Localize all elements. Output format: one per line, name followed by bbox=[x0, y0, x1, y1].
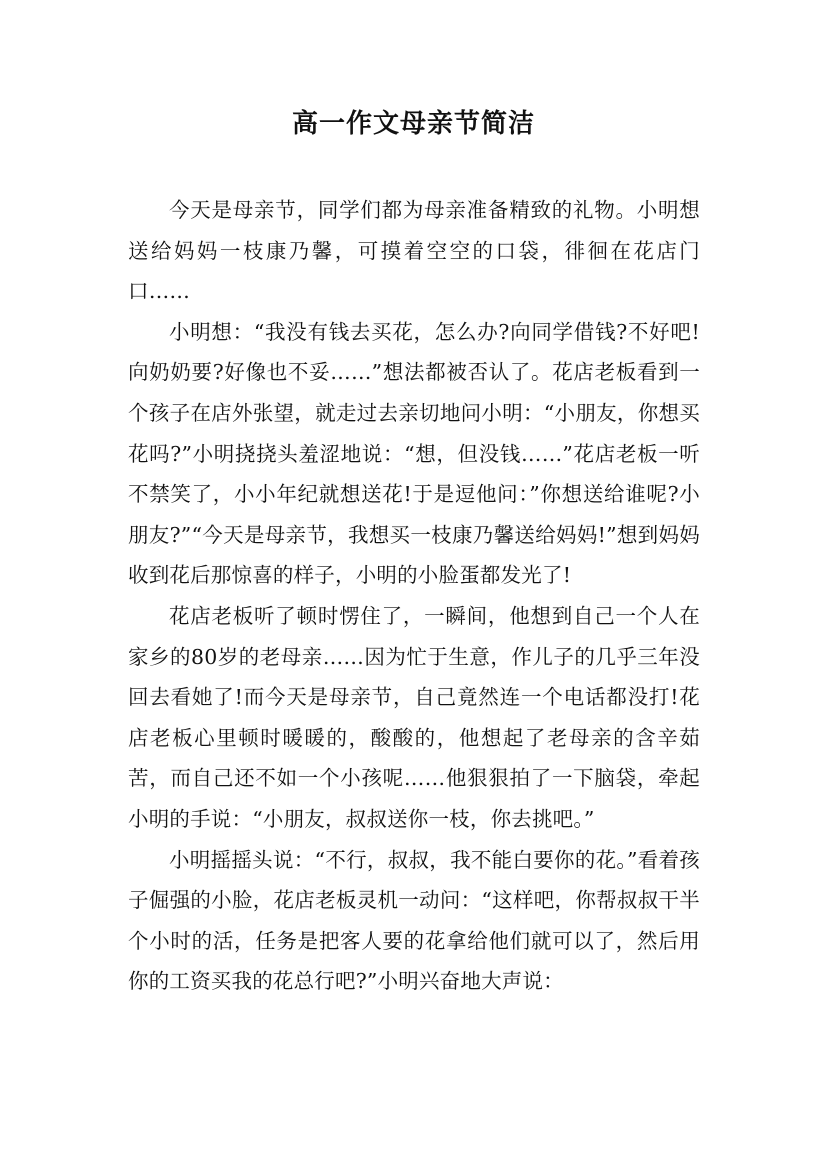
paragraph: 花店老板听了顿时愣住了，一瞬间，他想到自己一个人在家乡的80岁的老母亲……因为忙于生意，作儿子的几乎三年没回去看她了!而今天是母亲节，自己竟然连一个电话都没打!花店老板心里顿时暖暖的，酸酸的，他想起了老母亲的含辛茹苦，而自己还不如一个小孩呢……他狠狠拍了一下脑袋，牵起小明的手说：“小朋友，叔叔送你一枝，你去挑吧。” bbox=[128, 603, 700, 831]
document-title: 高一作文母亲节简洁 bbox=[291, 109, 535, 139]
paragraph: 今天是母亲节，同学们都为母亲准备精致的礼物。小明想送给妈妈一枝康乃馨，可摸着空空的口袋，徘徊在花店门口…… bbox=[128, 198, 700, 304]
document-body bbox=[128, 190, 700, 1002]
paragraph: 小明想：“我没有钱去买花，怎么办?向同学借钱?不好吧!向奶奶要?好像也不妥……”想法都被否认了。花店老板看到一个孩子在店外张望，就走过去亲切地问小明：“小朋友，你想买花吗?”小明挠挠头羞涩地说：“想，但没钱……”花店老板一听不禁笑了，小小年纪就想送花!于是逗他问：”你想送给谁呢?小朋友?”“今天是母亲节，我想买一枝康乃馨送给妈妈!”想到妈妈收到花后那惊喜的样子，小明的小脸蛋都发光了! bbox=[128, 319, 700, 588]
paragraph: 小明摇摇头说：“不行，叔叔，我不能白要你的花。”看着孩子倔强的小脸，花店老板灵机一动问：“这样吧，你帮叔叔干半个小时的活，任务是把客人要的花拿给他们就可以了，然后用你的工资买我的花总行吧?”小明兴奋地大声说： bbox=[128, 847, 700, 994]
